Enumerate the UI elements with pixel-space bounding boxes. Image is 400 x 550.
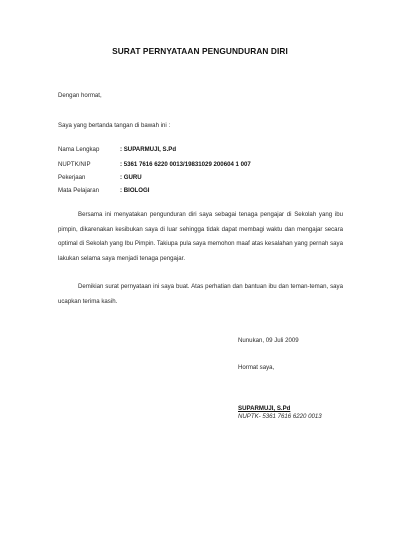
field-nama-lengkap [58, 146, 176, 154]
signer-name: SUPARMUJI, S.Pd [238, 405, 291, 412]
signer-nuptk: NUPTK- 5361 7616 6220 0013 [238, 413, 322, 420]
field-pekerjaan [58, 174, 142, 182]
field-label: Mata Pelajaran [58, 187, 99, 194]
paragraph-closing: Demikian surat pernyataan ini saya buat. Atas perhatian dan bantuan ibu dan teman-teman, saya ucapkan terima kasih. [58, 283, 343, 305]
document-title: SURAT PERNYATAAN PENGUNDURAN DIRI [112, 46, 288, 56]
field-value: : 5361 7616 6220 0013/19831029 200604 1 007 [120, 161, 251, 168]
place-date: Nunukan, 09 Juli 2009 [238, 337, 299, 344]
field-label: Nama Lengkap [58, 146, 100, 153]
intro-text: Saya yang bertanda tangan di bawah ini : [58, 122, 171, 129]
field-value: : GURU [120, 174, 142, 181]
paragraph-statement: Bersama ini menyatakan pengunduran diri saya sebagai tenaga pengajar di Sekolah yang ibu pimpin, dikarenakan kesibukan saya di luar sehingga tidak dapat membagi waktu dan mengajar secara optimal di Sekolah yang Ibu Pimpin. Takiupa pula saya memohon maaf atas kesalahan yang pernah saya lakukan selama saya menjadi tenaga pengajar. [58, 211, 343, 262]
closing-salutation: Hormat saya, [238, 364, 275, 371]
field-label: Pekerjaan [58, 174, 86, 181]
field-nuptk-nip [58, 161, 251, 169]
greeting: Dengan hormat, [58, 92, 102, 99]
field-value: : SUPARMUJI, S.Pd [120, 146, 177, 153]
field-mata-pelajaran [58, 187, 149, 195]
field-value: : BIOLOGI [120, 187, 150, 194]
field-label: NUPTK/NIP [58, 161, 91, 168]
